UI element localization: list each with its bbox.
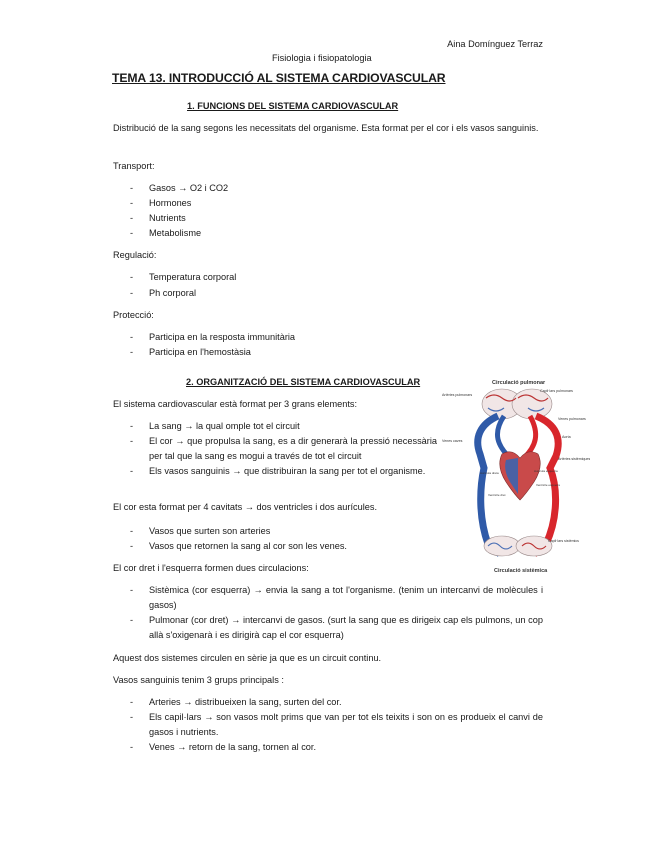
figure-title-top: Circulació pulmonar	[492, 380, 546, 386]
list-item: Els vasos sanguinis → que distribuiran la sang per tot el organisme.	[149, 466, 426, 476]
list-item: Venes → retorn de la sang, tornen al cor.	[149, 742, 317, 752]
label-venes-pulmonars: Venes pulmonars	[558, 417, 586, 421]
label-auricula-esquerra: Aurícula esquerra	[534, 469, 558, 473]
list-item: Gasos → O2 i CO2	[149, 183, 229, 193]
label-arteries-sistemiques: Artèries sistèmiques	[558, 457, 590, 461]
circulation-diagram	[440, 376, 590, 576]
label-ventricle-esquerre: Ventricle esquerre	[536, 483, 561, 487]
label-venes-caves: Venes caves	[442, 439, 463, 443]
circulacions-intro: El cor dret i l'esquerra formen dues circulacions:	[113, 563, 309, 573]
list-item: Vasos que surten son arteries	[149, 526, 271, 536]
label-capillars-sistemics: Capil·lars sistèmics	[548, 539, 579, 543]
list-item: Temperatura corporal	[149, 272, 237, 282]
header-author: Aina Domínguez Terraz	[447, 39, 543, 49]
list-item: Pulmonar (cor dret) → intercanvi de gasos. (surt la sang que es dirigeix cap els pulmons, un cop allà s'oxigenarà i es dirigirà cap el cor esquerra)	[149, 615, 543, 640]
grups-intro: Vasos sanguinis tenim 3 grups principals :	[113, 675, 284, 685]
list-item: Nutrients	[149, 213, 186, 223]
document-page: Aina Domínguez Terraz Fisiologia i fisiopatologia TEMA 13. INTRODUCCIÓ AL SISTEMA CARDIOVASCULAR 1. FUNCIONS DEL SISTEMA CARDIOVASCULAR Distribució de la sang segons les necessitats del organisme. Esta format per el cor i els vasos sanguinis. Transport: - Gasos → O2 i CO2 - Hormones - Nutrients - Metabolisme Regulació: - Temperatura corporal - Ph corporal Protecció: - Participa en la resposta immunitària - Participa en l'hemostàsia 2. ORGANITZACIÓ DEL SISTEMA CARDIOVASCULAR El sistema cardiovascular està format per 3 grans elements: - La sang → la qual omple tot el circuit - El cor → que propulsa la sang, es a dir generarà la pressió necessària per tal que la sang es mogui a través de tot el circuit - Els vasos sanguinis → que distribuiran la sang per tot el organisme. El cor esta format per 4 cavitats → dos ventricles i dos aurícules. - Vasos que surten son arteries - Vasos que retornen la sang al cor son les venes. El cor dret i l'esquerra formen dues circulacions: - Sistèmica (cor esquerra) → envia la sang a tot l'organisme. (tenim un intercanvi de molècules i gasos) - Pulmonar (cor dret) → intercanvi de gasos. (surt la sang que es dirigeix cap els pulmons, un cop allà s'oxigenarà i es dirigirà cap el cor esquerra) Aquest dos sistemes circulen en sèrie ja que es un circuit continu. Vasos sanguinis tenim 3 grups principals : - Arteries → distribueixen la sang, surten del cor. - Els capil·lars → son vasos molt prims que van per tot els teixits i son on es produeix el canvi de gasos i nutrients. - Venes → retorn de la sang, tornen al cor. Circulació pulmonar Circulació sistèmica Artèries pulmonars Capil·lars pulmonars Venes pulmonars Venes caves Aorta Artèries sistèmiques Capil·lars sistèmics Aurícula dreta Ventricle dret Aurícula esquerra Ventricle esquerre	[0, 0, 655, 848]
regulacio-label: Regulació:	[113, 250, 157, 260]
section1-heading: 1. FUNCIONS DEL SISTEMA CARDIOVASCULAR	[187, 101, 399, 111]
transport-label: Transport:	[113, 161, 155, 171]
label-auricula-dreta: Aurícula dreta	[480, 471, 499, 475]
list-item: Participa en la resposta immunitària	[149, 332, 296, 342]
figure-title-bottom: Circulació sistèmica	[494, 568, 548, 574]
list-item: Hormones	[149, 198, 192, 208]
header-course: Fisiologia i fisiopatologia	[272, 53, 372, 63]
label-arteries-pulmonars: Artèries pulmonars	[442, 393, 473, 397]
list-item: Els capil·lars → son vasos molt prims que van per tot els teixits i son on es produeix el canvi de gasos i nutrients.	[149, 712, 543, 737]
section1-intro: Distribució de la sang segons les necessitats del organisme. Esta format per el cor i els vasos sanguinis.	[113, 123, 539, 133]
proteccio-label: Protecció:	[113, 310, 154, 320]
label-ventricle-dret: Ventricle dret	[488, 493, 506, 497]
section2-intro: El sistema cardiovascular està format per 3 grans elements:	[113, 399, 358, 409]
list-item: El cor → que propulsa la sang, es a dir generarà la pressió necessària per tal que la sang es mogui a través de tot el circuit	[149, 436, 437, 461]
pulmonary-capillaries	[482, 389, 552, 419]
section2-heading: 2. ORGANITZACIÓ DEL SISTEMA CARDIOVASCULAR	[186, 377, 421, 387]
label-capillars-pulmonars: Capil·lars pulmonars	[540, 389, 573, 393]
document-title: TEMA 13. INTRODUCCIÓ AL SISTEMA CARDIOVASCULAR	[112, 71, 446, 85]
list-item: Arteries → distribueixen la sang, surten del cor.	[149, 697, 342, 707]
label-aorta: Aorta	[562, 435, 571, 439]
heart	[500, 452, 541, 500]
systemic-capillaries	[484, 536, 552, 556]
list-item: La sang → la qual omple tot el circuit	[149, 421, 300, 431]
list-item: Ph corporal	[149, 288, 196, 298]
list-item: Participa en l'hemostàsia	[149, 347, 251, 357]
serie-text: Aquest dos sistemes circulen en sèrie ja que es un circuit continu.	[113, 653, 382, 663]
list-item: Vasos que retornen la sang al cor son les venes.	[149, 541, 347, 551]
list-item: Metabolisme	[149, 228, 202, 238]
list-item: Sistèmica (cor esquerra) → envia la sang a tot l'organisme. (tenim un intercanvi de molècules i gasos)	[149, 585, 543, 610]
cavitats-text: El cor esta format per 4 cavitats → dos ventricles i dos aurícules.	[113, 502, 377, 512]
